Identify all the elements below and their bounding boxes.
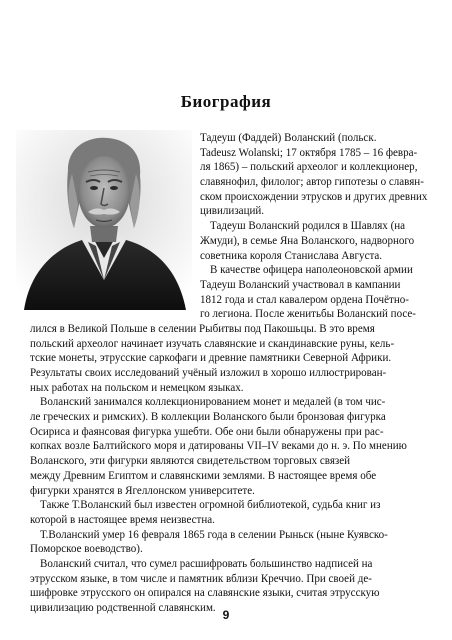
text-line: копках возле Балтийского моря и датированы VII–IV веками до н. э. По мнению (30, 440, 407, 453)
text-line: цивилизаций. (200, 205, 265, 218)
page-number: 9 (222, 608, 230, 622)
text-line: Воланский считал, что сумел расшифровать большинство надписей на (40, 557, 373, 570)
text-line: Т.Воланский умер 16 февраля 1865 года в селении Рыньск (ныне Куявско- (40, 528, 388, 541)
text-line: Воланского, эти фигурки являются свидетельством торговых связей (30, 455, 351, 468)
text-line: Жмуди), в семье Яна Воланского, надворного (200, 234, 415, 247)
text-line: фигурки хранятся в Ягеллонском университете. (30, 484, 255, 497)
text-line: ле греческих и римских). В коллекции Воланского были бронзовая фигурка (30, 411, 386, 424)
text-line: шифровке этрусского он опирался на славянские языки, считая этрусскую (30, 587, 380, 600)
text-line: Тадеуш Воланский участвовал в кампании (200, 278, 401, 291)
text-line: которой в настоящее время неизвестна. (30, 513, 215, 526)
text-line: тские монеты, этрусские саркофаги и древние памятники Северной Африки. (30, 352, 392, 365)
text-line: Tadeusz Wolanski; 17 октября 1785 – 16 февра- (200, 146, 418, 159)
text-line: польский археолог начинает изучать славянские и скандинавские руны, кель- (30, 337, 395, 350)
text-line: Также Т.Воланский был известен огромной библиотекой, судьба книг из (40, 499, 381, 512)
text-line: ском происхождении этрусков и других древних (200, 190, 428, 203)
text-line: этрусском языке, в том числе и памятник вблизи Креччио. При своей де- (30, 572, 372, 585)
text-line: советника короля Станислава Августа. (200, 249, 383, 262)
text-line: Результаты своих исследований учёный изложил в хорошо иллюстрирован- (30, 367, 387, 379)
text-line: цивилизацию родственной славянским. (30, 602, 216, 614)
text-line: Тадеуш Воланский родился в Шавлях (на (210, 220, 406, 233)
text-line: между Древним Египтом и славянскими землями. В настоящее время обе (30, 469, 377, 482)
text-line: Осириса и фаянсовая фигурка ушебти. Обе они были обнаружены при рас- (30, 425, 384, 438)
text-line: го легиона. После женитьбы Воланский посе- (200, 308, 416, 321)
text-line: Поморское воеводство). (30, 543, 143, 556)
portrait-image (16, 130, 192, 310)
text-line: лился в Великой Польше в селении Рыбитвы под Пакошьцы. В это время (30, 322, 375, 335)
text-line: славянофил, филолог; автор гипотезы о славян- (200, 176, 424, 189)
page-title: Биография (180, 92, 272, 111)
text-line: Тадеуш (Фаддей) Воланский (польск. (200, 132, 377, 144)
text-line: В качестве офицера наполеоновской армии (210, 264, 413, 277)
text-line: 1812 года и стал кавалером ордена Почётно- (200, 293, 409, 306)
text-line: ля 1865) – польский археолог и коллекционер, (200, 161, 418, 174)
text-line: Воланский занимался коллекционированием монет и медалей (в том чис- (40, 396, 386, 409)
text-line: ных работах на польском и немецком языках. (30, 381, 244, 394)
